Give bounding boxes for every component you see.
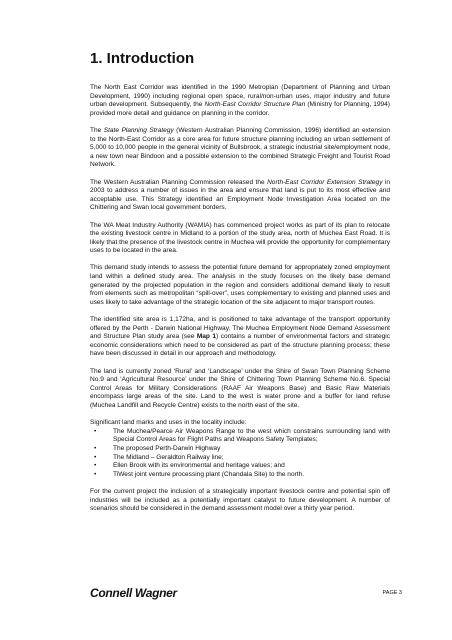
paragraph-extension-strategy: The Western Australian Planning Commission released the North-East Corridor Extension Strategy in 2003 to address a number of issues in the area and ensure that land is put to its most effective and acceptable use. This Strategy identified an Employment Node Investigation Area located on the Chittering and Swan local government borders. (90, 178, 391, 212)
list-item: • The Muchea/Pearce Air Weapons Range to the west which constrains surrounding land with Special Control Areas for Flight Paths and Weapons Safety Templates; (90, 428, 390, 445)
body-text (90, 84, 390, 522)
section-heading: 1. Introduction (90, 50, 195, 67)
paragraph-state-strategy: The State Planning Strategy (Western Australian Planning Commission, 1996) identified an extension to the North-East Corridor as a core area for future structure planning including an urban settlement of 5,000 to 10,000 people in the general vicinity of Bullsbrook, a strategic industrial site/employment node, a new town near Bindoon and a possible extension to the combined Strategic Freight and Tourist Road Network. (90, 126, 390, 169)
page-number: PAGE 3 (382, 590, 402, 596)
paragraph-site-area: The identified site area is 1,172ha, and is positioned to take advantage of the transport opportunity offered by the Perth - Darwin National Highway. The Muchea Employment Node Demand Assessment and Structure Plan study area (see Map 1) contains a number of environmental factors and strategic economic considerations which need to be considered as part of the structure planning process; these have been discussed in detail in our approach and methodology. (90, 316, 390, 358)
landmarks-list (90, 428, 390, 480)
company-logo: Connell Wagner (90, 586, 177, 600)
paragraph-closing: For the current project the inclusion of a strategically important livestock centre and potential spin off industries will be included as a potentially important catalyst to future development. A number of scenarios should be considered in the demand assessment model over a thirty year period. (90, 487, 390, 513)
list-item: • The proposed Perth-Darwin Highway (90, 445, 390, 454)
italic-reference: State Planning Strategy (103, 126, 174, 134)
paragraph-demand-study: This demand study intends to assess the potential future demand for appropriately zoned employment land within a defined study area. The analysis in the study focuses on the likely base demand generated by the projected population in the region and considers additional demand likely to result from elements such as metropolitan “spill-over”, uses complementary to existing and planned uses and uses likely to take advantage of the strategic location of the site adjacent to major transport routes. (90, 264, 390, 306)
paragraph-wamia: The WA Meat Industry Authority (WAMIA) has commenced project works as part of its plan to relocate the existing livestock centre in Midland to a portion of the study area, north of Muchea East Road. It is likely that the presence of the livestock centre in Muchea will provide the opportunity for complementary uses to be located in the area. (90, 221, 390, 255)
paragraph-metroplan: The North East Corridor was identified in the 1990 Metroplan (Department of Planning and Urban Development, 1990) including regional open space, rural/non-urban uses, major industry and future urban development. Subsequently, the North-East Corridor Structure Plan (Ministry for Planning, 1994) provided more detail and guidance on planning in the corridor. (90, 84, 390, 117)
italic-reference: North-East Corridor Extension Strategy (267, 178, 383, 186)
italic-reference: North-East Corridor Structure Plan (204, 101, 306, 109)
list-item: • Ellen Brook with its environmental and heritage values; and (90, 462, 390, 471)
list-item: • TiWest joint venture processing plant (Chandala Site) to the north. (90, 471, 390, 480)
list-intro: Significant land marks and uses in the locality include: (90, 419, 247, 427)
paragraph-zoning: The land is currently zoned ‘Rural’ and ‘Landscape’ under the Shire of Swan Town Planning Scheme No.9 and ‘Agricultural Resource’ under the Shire of Chittering Town Planning Scheme No.6. Special Control Areas for Military Considerations (RAAF Air Weapons Base) and Basic Raw Materials encompass large areas of the site. Land to the west is water prone and a buffer for land refuse (Muchea Landfill and Recycle Centre) exists to the north east of the site. (90, 367, 390, 409)
map-reference: Map 1 (196, 333, 217, 341)
list-item: • The Midland – Geraldton Railway line; (90, 454, 390, 463)
